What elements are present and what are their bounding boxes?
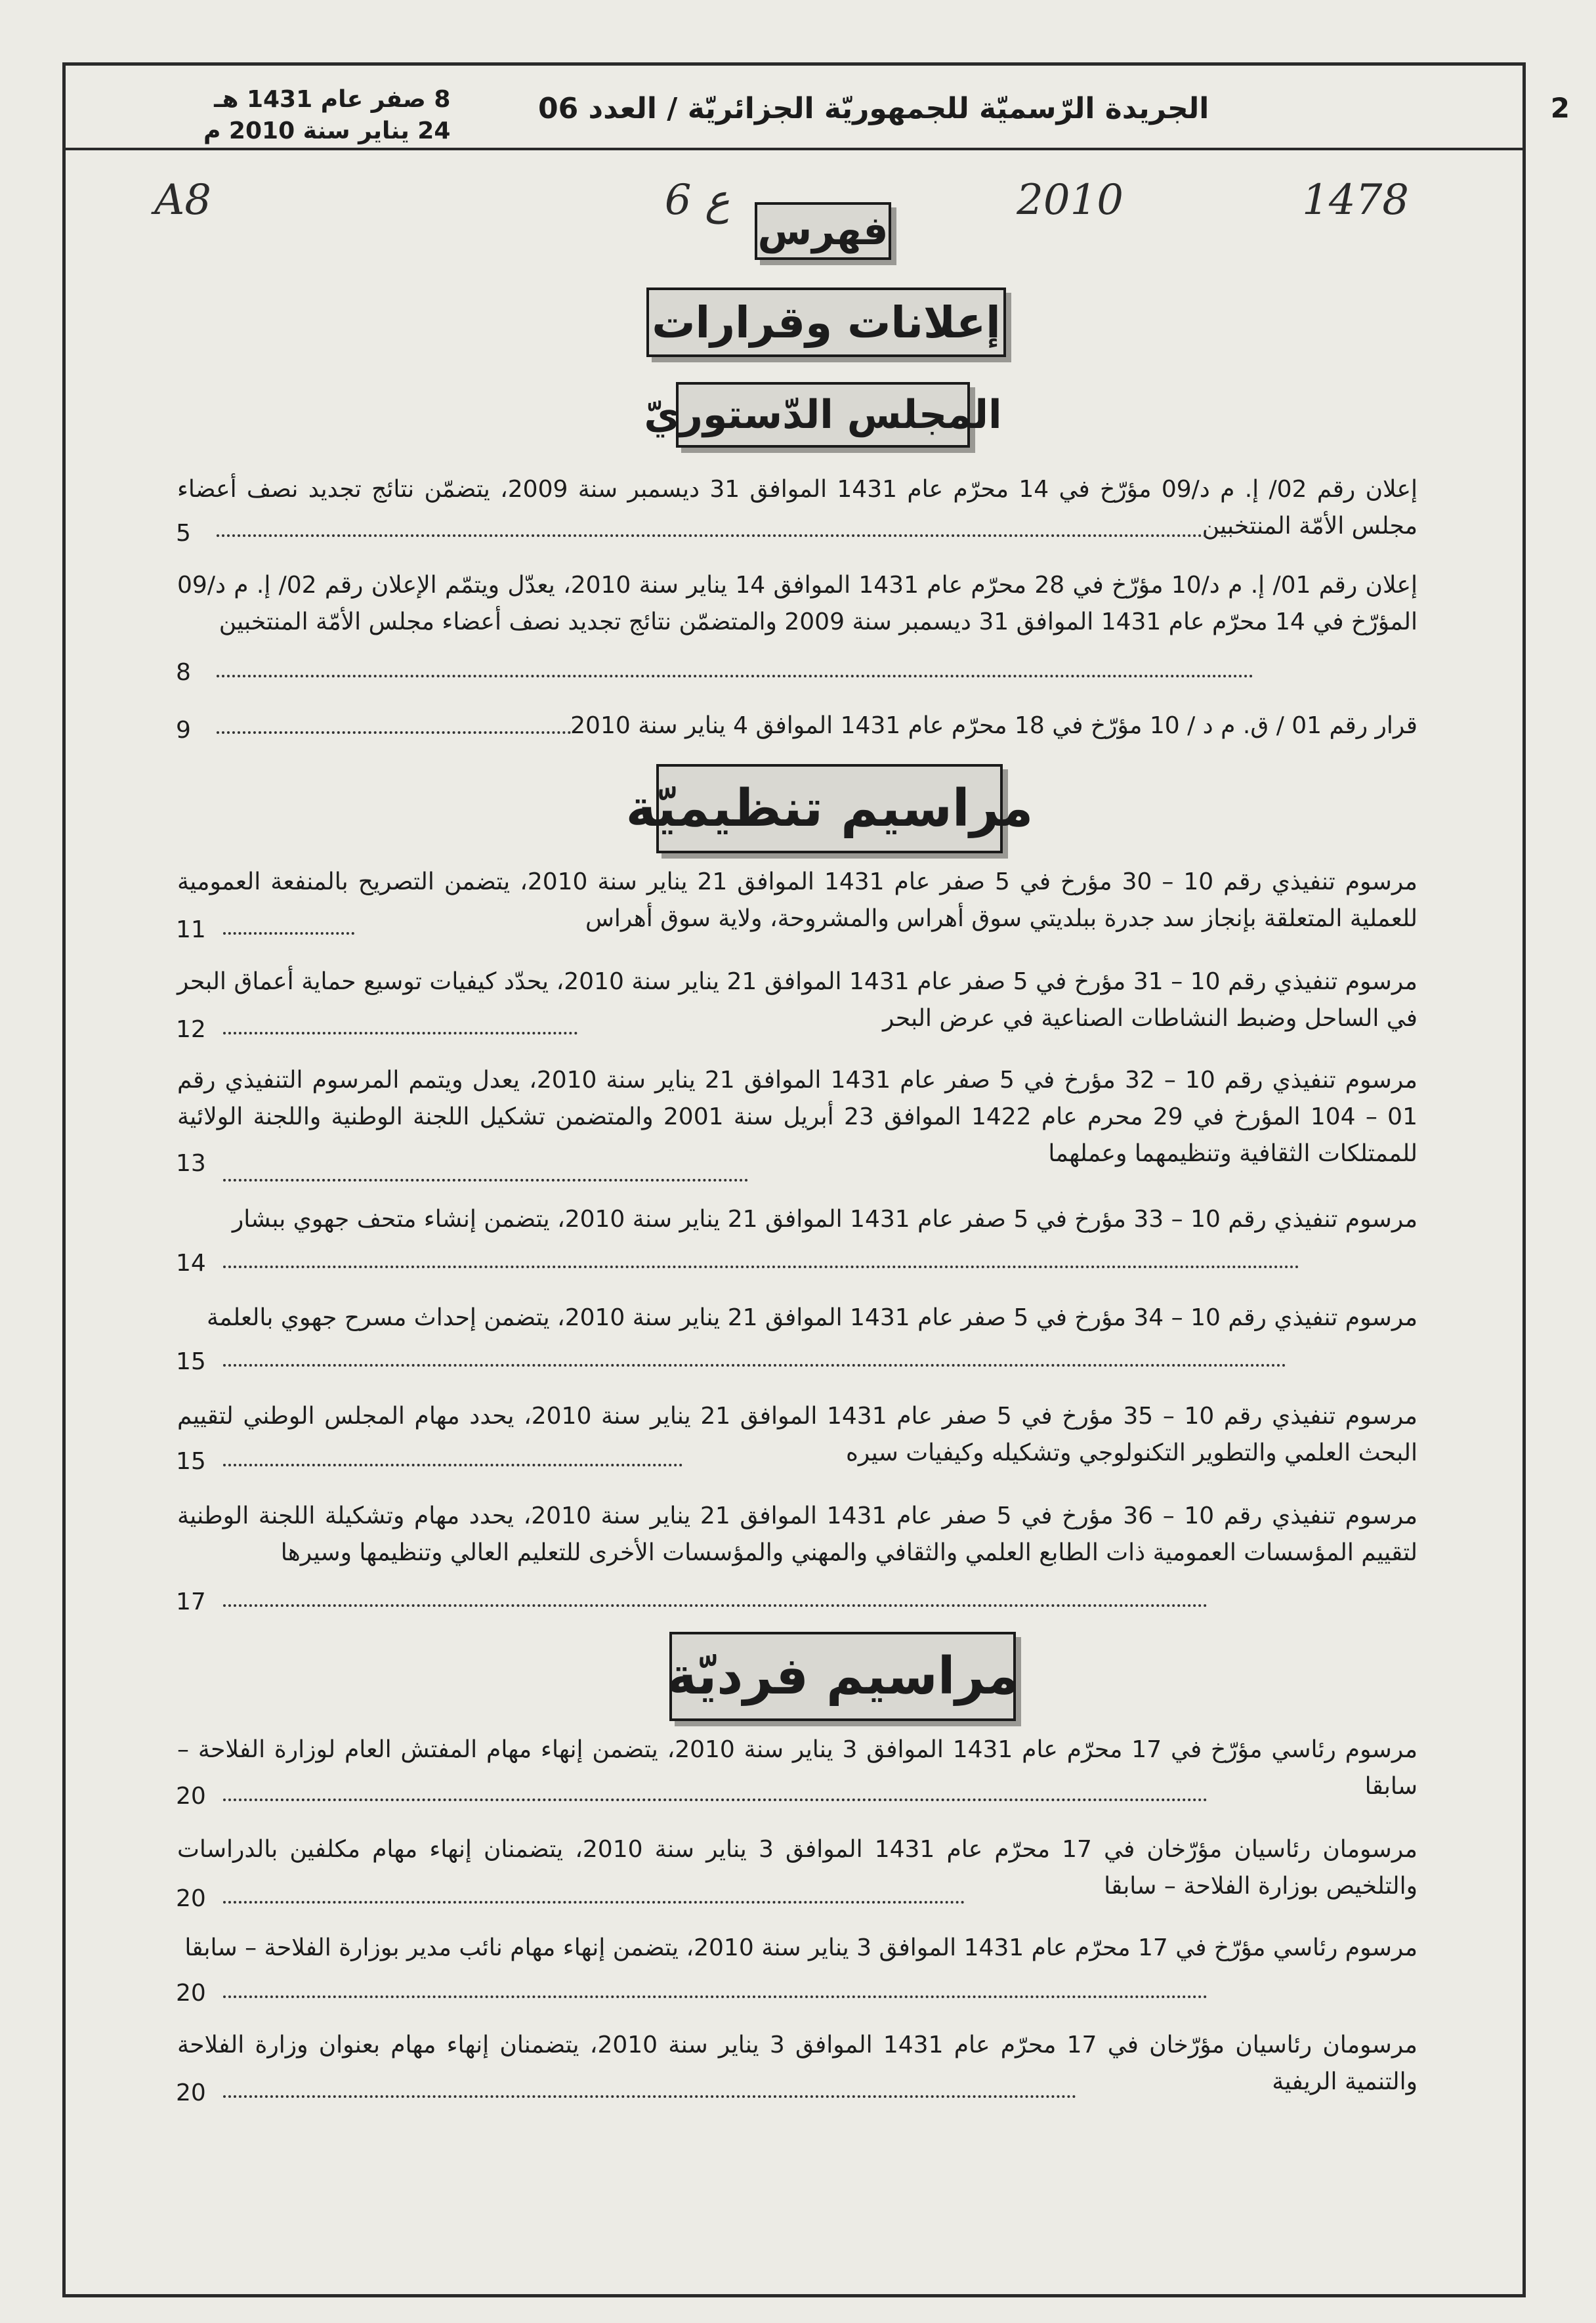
entry-page-number: 20 (176, 1783, 206, 1810)
entry-page-number: 15 (176, 1348, 206, 1375)
individual-title: مراسيم فرديّة (669, 1632, 1016, 1721)
leader-dots (223, 1364, 1286, 1367)
entry-text: إعلان رقم 02/ إ. م د/09 مؤرّخ في 14 محرّم عام 1431 الموافق 31 ديسمبر سنة 2009، يتضمّن نتائج تجديد نصف أعضاء مجلس الأمّة المنتخبين (177, 476, 1418, 540)
leader-dots (223, 1464, 682, 1466)
gazette-title: الجريدة الرّسميّة للجمهوريّة الجزائريّة / العدد 06 (538, 92, 1209, 125)
entry-page-number: 20 (176, 2079, 206, 2106)
leader-dots (223, 1604, 1208, 1607)
entry-page-number: 14 (176, 1250, 206, 1277)
regulatory-entry-7 (177, 1498, 1418, 1571)
entry-text: مرسوم تنفيذي رقم 10 – 36 مؤرخ في 5 صفر عام 1431 الموافق 21 يناير سنة 2010، يحدد مهام وتشكيلة اللجنة الوطنية لتقييم المؤسسات العمومية ذات الطابع العلمي والثقافي والمهني والمؤسسات الأخرى للتعليم العالي وتنظيمها وسيرها (177, 1502, 1418, 1566)
announcements-title: إعلانات وقرارات (646, 288, 1006, 357)
entry-page-number: 20 (176, 1980, 206, 2007)
handwritten-note-middle-left: 6 ع (664, 176, 730, 224)
page-number: 2 (1550, 92, 1570, 124)
leader-dots (223, 932, 354, 935)
council-title: المجلس الدّستوريّ (676, 382, 970, 448)
entry-page-number: 8 (176, 659, 191, 686)
entry-page-number: 17 (176, 1588, 206, 1615)
entry-text: مرسوم تنفيذي رقم 10 – 33 مؤرخ في 5 صفر عام 1431 الموافق 21 يناير سنة 2010، يتضمن إنشاء متحف جهوي ببشار (232, 1206, 1418, 1233)
handwritten-note-middle-right: 2010 (1017, 176, 1124, 224)
entry-text: مرسوم تنفيذي رقم 10 – 30 مؤرخ في 5 صفر عام 1431 الموافق 21 يناير سنة 2010، يتضمن التصريح بالمنفعة العمومية للعملية المتعلقة بإنجاز سد جدرة ببلديتي سوق أهراس والمشروحة، ولاية سوق أهراس (177, 868, 1418, 932)
entry-page-number: 12 (176, 1016, 206, 1043)
individual-entry-3 (177, 1930, 1418, 1967)
leader-dots (223, 1799, 1208, 1801)
regulatory-entry-3 (177, 1062, 1418, 1172)
regulatory-entry-6 (177, 1398, 1418, 1472)
leader-dots (223, 1179, 748, 1182)
regulatory-entry-1 (177, 864, 1418, 937)
entry-page-number: 15 (176, 1448, 206, 1475)
individual-entry-4 (177, 2027, 1418, 2100)
entry-page-number: 11 (176, 916, 206, 943)
entry-page-number: 20 (176, 1885, 206, 1912)
handwritten-note-right: 1478 (1302, 176, 1409, 224)
entry-text: مرسوم تنفيذي رقم 10 – 35 مؤرخ في 5 صفر عام 1431 الموافق 21 يناير سنة 2010، يحدد مهام المجلس الوطني لتقييم البحث العلمي والتطوير التكنولوجي وتشكيله وكيفيات سيره (177, 1403, 1418, 1466)
regulatory-entry-5 (177, 1300, 1418, 1336)
council-entry-2 (177, 567, 1418, 641)
entry-text: إعلان رقم 01/ إ. م د/10 مؤرّخ في 28 محرّم عام 1431 الموافق 14 يناير سنة 2010، يعدّل ويتمّم الإعلان رقم 02/ إ. م د/09 المؤرّخ في 14 محرّم عام 1431 الموافق 31 ديسمبر سنة 2009 والمتضمّن نتائج تجديد نصف أعضاء مجلس الأمّة المنتخبين (177, 572, 1418, 635)
issue-date-hijri: 8 صفر عام 1431 هـ (214, 86, 451, 113)
leader-dots (217, 731, 571, 734)
issue-date-gregorian: 24 يناير سنة 2010 م (203, 117, 451, 144)
entry-page-number: 9 (176, 717, 191, 744)
regulatory-entry-4 (177, 1201, 1418, 1238)
leader-dots (223, 1032, 578, 1034)
individual-entry-2 (177, 1831, 1418, 1905)
entry-page-number: 5 (176, 520, 191, 547)
leader-dots (217, 675, 1253, 677)
council-entry-3 (177, 708, 1418, 744)
index-title: فهرس (755, 202, 891, 260)
entry-text: مرسوم رئاسي مؤرّخ في 17 محرّم عام 1431 الموافق 3 يناير سنة 2010، يتضمن إنهاء مهام نائب مدير بوزارة الفلاحة – سابقا (184, 1934, 1418, 1961)
entry-text: مرسوم رئاسي مؤرّخ في 17 محرّم عام 1431 الموافق 3 يناير سنة 2010، يتضمن إنهاء مهام المفتش العام لوزارة الفلاحة – سابقا (177, 1736, 1418, 1800)
entry-text: مرسوم تنفيذي رقم 10 – 32 مؤرخ في 5 صفر عام 1431 الموافق 21 يناير سنة 2010، يعدل ويتمم المرسوم التنفيذي رقم 01 – 104 المؤرخ في 29 محرم عام 1422 الموافق 23 أبريل سنة 2001 والمتضمن تشكيل اللجنة الوطنية واللجنة الولائية للممتلكات الثقافية وتنظيمهما وعملهما (177, 1067, 1418, 1167)
entry-text: قرار رقم 01 / ق. م د / 10 مؤرّخ في 18 محرّم عام 1431 الموافق 4 يناير سنة 2010 (570, 712, 1418, 739)
entry-text: مرسوم تنفيذي رقم 10 – 34 مؤرخ في 5 صفر عام 1431 الموافق 21 يناير سنة 2010، يتضمن إحداث مسرح جهوي بالعلمة (207, 1304, 1418, 1331)
regulatory-entry-2 (177, 964, 1418, 1037)
leader-dots (223, 1995, 1208, 1998)
entry-page-number: 13 (176, 1150, 206, 1177)
leader-dots (223, 1266, 1299, 1268)
entry-text: مرسوم تنفيذي رقم 10 – 31 مؤرخ في 5 صفر عام 1431 الموافق 21 يناير سنة 2010، يحدّد كيفيات توسيع حماية أعماق البحر في الساحل وضبط النشاطات الصناعية في عرض البحر (177, 968, 1418, 1032)
leader-dots (223, 2095, 1076, 2098)
leader-dots (223, 1901, 965, 1904)
entry-text: مرسومان رئاسيان مؤرّخان في 17 محرّم عام 1431 الموافق 3 يناير سنة 2010، يتضمنان إنهاء مهام بعنوان وزارة الفلاحة والتنمية الريفية (177, 2032, 1418, 2095)
regulatory-title: مراسيم تنظيميّة (656, 764, 1003, 853)
individual-entry-1 (177, 1732, 1418, 1805)
leader-dots (217, 534, 1208, 537)
entry-text: مرسومان رئاسيان مؤرّخان في 17 محرّم عام 1431 الموافق 3 يناير سنة 2010، يتضمنان إنهاء مهام مكلفين بالدراسات والتلخيص بوزارة الفلاحة – سابقا (177, 1836, 1418, 1900)
handwritten-note-left: A8 (154, 176, 211, 224)
